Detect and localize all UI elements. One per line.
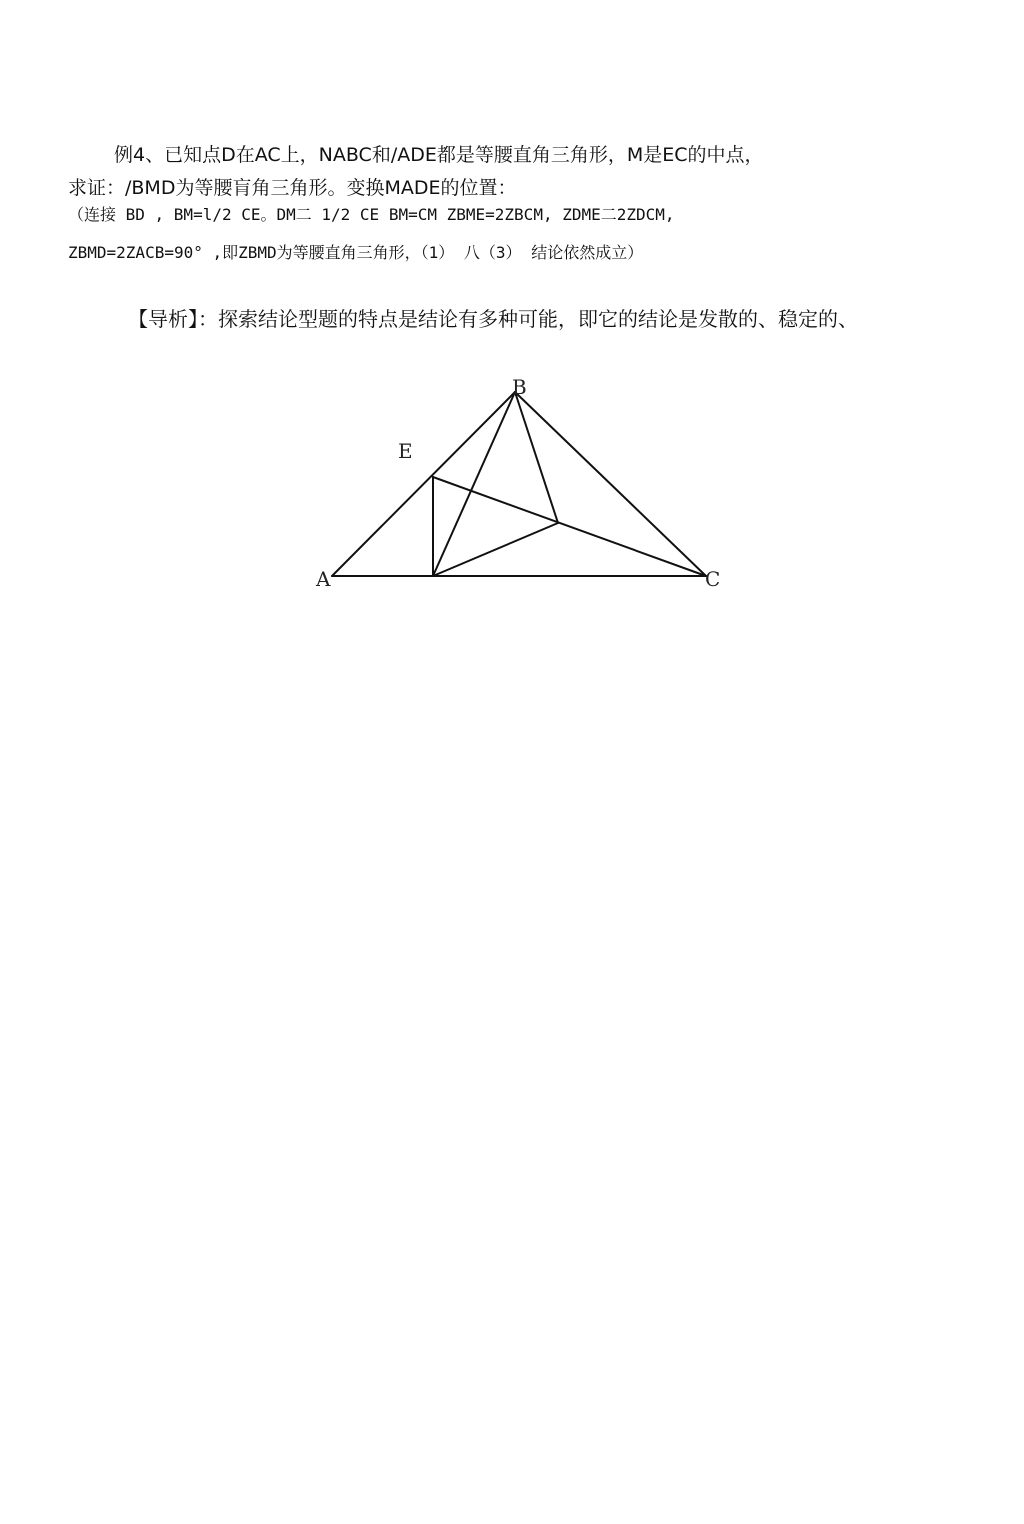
segment-bc	[515, 392, 706, 576]
point-label-a: A	[316, 567, 331, 591]
segment-ec	[433, 477, 706, 576]
segment-bd	[433, 392, 515, 576]
analysis-line: 【导析】：探索结论型题的特点是结论有多种可能，即它的结论是发散的、稳定的、	[128, 307, 858, 331]
example-statement-line: 例4、已知点D在AC上，NABC和/ADE都是等腰直角三角形，M是EC的中点，	[114, 144, 764, 166]
point-label-b: B	[512, 375, 527, 399]
solution-line-1: （连接 BD , BM=l/2 CE。DM二 1/2 CE BM=CM ZBME=2ZBCM, ZDME二2ZDCM,	[68, 205, 675, 224]
segment-ab	[332, 392, 515, 576]
solution-line-2: ZBMD=2ZACB=90° ,即ZBMD为等腰直角三角形，（1） 八（3） 结论依然成立）	[68, 243, 644, 262]
segment-dm	[433, 523, 558, 576]
proof-goal-line: 求证：/BMD为等腰肓角三角形。变换MADE的位置：	[68, 177, 517, 199]
point-label-c: C	[705, 567, 721, 591]
point-label-e: E	[398, 439, 413, 463]
geometry-figure	[0, 0, 1024, 620]
